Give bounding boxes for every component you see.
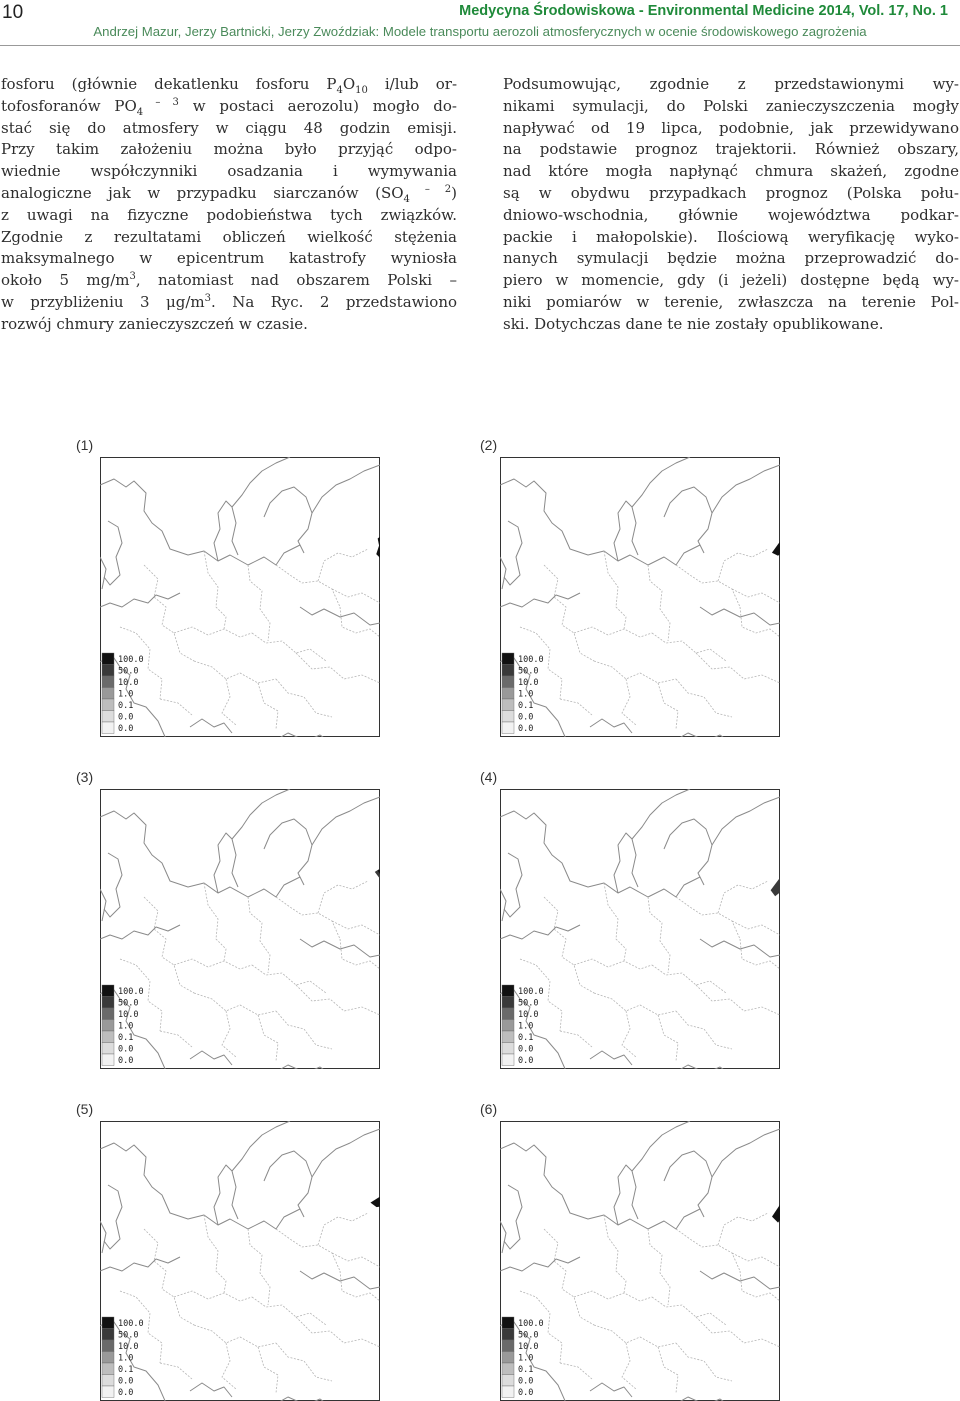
figure-panel-6 bbox=[410, 1101, 790, 1401]
legend-value: 0.0 bbox=[118, 1388, 134, 1398]
panel-label: (1) bbox=[76, 437, 94, 453]
legend-value: 100.0 bbox=[118, 987, 144, 997]
map-frame bbox=[101, 458, 380, 737]
legend-value: 0.0 bbox=[518, 724, 534, 734]
legend-value: 10.0 bbox=[518, 1342, 539, 1352]
left-paragraph-line: fosforu (głównie dekatlenku fosforu $P_4O_{10}$ i/lub or- bbox=[1, 75, 458, 96]
map-svg bbox=[500, 1121, 780, 1401]
legend-value: 0.1 bbox=[518, 1365, 534, 1375]
panel-label: (4) bbox=[480, 769, 498, 785]
legend-value: 10.0 bbox=[518, 1010, 539, 1020]
legend-swatch bbox=[102, 985, 114, 997]
panel-label: (3) bbox=[76, 769, 94, 785]
legend-swatch bbox=[102, 1043, 114, 1055]
superscript: – 3 bbox=[143, 96, 179, 108]
legend-swatch bbox=[502, 711, 514, 723]
legend-swatch bbox=[102, 1352, 114, 1364]
right-paragraph-line: dniowo-wschodnia, głównie województwa podkar- bbox=[503, 205, 959, 224]
map-frame bbox=[101, 790, 380, 1069]
left-paragraph-line: z uwagi na fizyczne podobieństwa tych związków. bbox=[1, 205, 457, 224]
legend-swatch bbox=[502, 1020, 514, 1032]
left-paragraph-line: analogiczne jak w przypadku siarczanów ($SO_4$ $^{- 2}$) bbox=[1, 183, 457, 205]
legend-swatch bbox=[502, 1031, 514, 1043]
legend-swatch bbox=[102, 1386, 114, 1398]
panel-label: (5) bbox=[76, 1101, 94, 1117]
map-svg bbox=[100, 1121, 380, 1401]
left-paragraph-line: w przybliżeniu 3 $\mu g/m^3$. Na Ryc. 2 przedstawiono bbox=[1, 292, 458, 311]
right-paragraph-line: są w obydwu przypadkach prognoz (Polska połu- bbox=[503, 183, 959, 202]
legend-value: 0.0 bbox=[118, 724, 134, 734]
left-paragraph-line: rozwój chmury zanieczyszczeń w czasie. bbox=[1, 314, 308, 333]
map-svg bbox=[500, 789, 780, 1069]
legend-swatch bbox=[502, 653, 514, 665]
legend-value: 0.0 bbox=[118, 1044, 134, 1055]
legend-value: 0.1 bbox=[518, 1033, 534, 1043]
right-paragraph-line: piero w momencie, gdy (i jeżeli) dostępne będą wy- bbox=[503, 271, 959, 290]
legend-swatch bbox=[502, 665, 514, 677]
legend-swatch bbox=[502, 1386, 514, 1398]
left-paragraph-line: stać się do atmosfery w ciągu 48 godzin emisji. bbox=[1, 118, 457, 137]
legend-value: 10.0 bbox=[518, 678, 539, 688]
legend-value: 0.0 bbox=[518, 1388, 534, 1398]
figure-panel-3 bbox=[0, 769, 380, 1069]
figure-panel-1 bbox=[0, 437, 380, 737]
panel-label: (2) bbox=[480, 437, 498, 453]
legend-swatch bbox=[102, 1054, 114, 1066]
right-paragraph-line: nikami symulacji, do Polski zanieczyszczenia mogły bbox=[503, 96, 959, 115]
map-svg bbox=[100, 789, 380, 1069]
legend-value: 100.0 bbox=[118, 1319, 144, 1329]
legend-value: 10.0 bbox=[118, 1010, 139, 1020]
legend-swatch bbox=[502, 1043, 514, 1055]
legend-value: 1.0 bbox=[518, 1353, 534, 1364]
superscript: 3 bbox=[129, 271, 136, 283]
legend-swatch bbox=[502, 1375, 514, 1387]
legend-swatch bbox=[102, 1008, 114, 1020]
figure-panel-4 bbox=[410, 769, 790, 1069]
superscript: – 2 bbox=[409, 183, 452, 195]
legend-value: 50.0 bbox=[118, 998, 139, 1009]
legend-swatch bbox=[102, 699, 114, 711]
dispersion-map bbox=[500, 789, 780, 1069]
running-header-authors: Andrzej Mazur, Jerzy Bartnicki, Jerzy Zwoździak: Modele transportu aerozoli atmosferycznych w ocenie środowiskowego zagrożenia bbox=[93, 24, 867, 39]
legend-swatch bbox=[502, 676, 514, 688]
legend-swatch bbox=[102, 711, 114, 723]
right-paragraph-line: napływać od 19 lipca, podobnie, jak przewidywano bbox=[503, 118, 959, 137]
legend-swatch bbox=[102, 665, 114, 677]
legend-swatch bbox=[102, 1329, 114, 1341]
left-paragraph-line: tofosforanów $PO_4$ $^{- 3}$ w postaci aerozolu) mogło do- bbox=[1, 96, 457, 118]
legend-swatch bbox=[502, 688, 514, 700]
legend-swatch bbox=[102, 1363, 114, 1375]
right-paragraph-line: nanych symulacji będzie można przeprowadzić do- bbox=[503, 249, 959, 268]
legend-value: 1.0 bbox=[118, 1021, 134, 1032]
header-divider bbox=[0, 45, 960, 46]
legend-value: 0.0 bbox=[518, 1044, 534, 1055]
right-paragraph-line: na podstawie prognoz trajektorii. Również obszary, bbox=[503, 140, 959, 159]
legend-swatch bbox=[502, 985, 514, 997]
legend-swatch bbox=[502, 997, 514, 1009]
legend-value: 100.0 bbox=[518, 655, 544, 665]
legend-value: 1.0 bbox=[518, 1021, 534, 1032]
legend-value: 1.0 bbox=[118, 1353, 134, 1364]
legend-swatch bbox=[102, 688, 114, 700]
subscript: 4 bbox=[336, 85, 343, 96]
figure-panel-2 bbox=[410, 437, 790, 737]
subscript: 4 bbox=[403, 193, 410, 205]
dispersion-map bbox=[500, 1121, 780, 1401]
right-paragraph-line: niki pomiarów w terenie, zwłaszcza na terenie Pol- bbox=[503, 292, 959, 311]
map-svg bbox=[500, 457, 780, 737]
dispersion-map bbox=[100, 1121, 380, 1401]
legend-swatch bbox=[102, 997, 114, 1009]
legend-swatch bbox=[502, 722, 514, 734]
legend-value: 0.0 bbox=[118, 712, 134, 723]
legend-value: 10.0 bbox=[118, 678, 139, 688]
legend-swatch bbox=[502, 1317, 514, 1329]
legend-value: 1.0 bbox=[118, 689, 134, 700]
map-frame bbox=[101, 1122, 380, 1401]
legend-value: 50.0 bbox=[118, 666, 139, 677]
right-paragraph-line: nad które mogła napłynąć chmura skażeń, zgodne bbox=[503, 162, 959, 181]
legend-swatch bbox=[502, 1054, 514, 1066]
left-paragraph-line: około 5 $mg/m^3$, natomiast nad obszarem Polski – bbox=[1, 271, 457, 290]
legend-swatch bbox=[502, 1329, 514, 1341]
legend-value: 100.0 bbox=[518, 1319, 544, 1329]
legend-swatch bbox=[102, 676, 114, 688]
legend-value: 0.0 bbox=[518, 1056, 534, 1066]
legend-value: 0.1 bbox=[118, 701, 134, 711]
dispersion-map bbox=[100, 457, 380, 737]
legend-value: 0.1 bbox=[518, 701, 534, 711]
page-number: 10 bbox=[2, 2, 24, 23]
map-frame bbox=[501, 790, 780, 1069]
map-frame bbox=[501, 1122, 780, 1401]
figure-panel-5 bbox=[0, 1101, 380, 1401]
journal-title: Medycyna Środowiskowa - Environmental Medicine 2014, Vol. 17, No. 1 bbox=[459, 3, 948, 19]
legend-swatch bbox=[502, 1340, 514, 1352]
legend-swatch bbox=[102, 1340, 114, 1352]
legend-value: 0.0 bbox=[118, 1376, 134, 1387]
legend-value: 50.0 bbox=[518, 666, 539, 677]
dispersion-map bbox=[100, 789, 380, 1069]
legend-swatch bbox=[502, 699, 514, 711]
legend-value: 100.0 bbox=[118, 655, 144, 665]
legend-value: 50.0 bbox=[118, 1330, 139, 1341]
legend-value: 0.1 bbox=[118, 1033, 134, 1043]
legend-swatch bbox=[102, 1020, 114, 1032]
superscript: 3 bbox=[204, 292, 211, 304]
subscript: 4 bbox=[136, 106, 144, 118]
legend-value: 0.1 bbox=[118, 1365, 134, 1375]
legend-swatch bbox=[102, 653, 114, 665]
legend-swatch bbox=[102, 722, 114, 734]
right-paragraph-line: Podsumowując, zgodnie z przedstawionymi wy- bbox=[503, 75, 959, 93]
legend-swatch bbox=[102, 1031, 114, 1043]
legend-value: 1.0 bbox=[518, 689, 534, 700]
legend-swatch bbox=[502, 1352, 514, 1364]
right-text-column bbox=[503, 74, 959, 336]
legend-swatch bbox=[102, 1375, 114, 1387]
map-svg bbox=[100, 457, 380, 737]
legend-swatch bbox=[502, 1008, 514, 1020]
legend-value: 0.0 bbox=[118, 1056, 134, 1066]
left-text-column bbox=[1, 74, 457, 336]
legend-value: 0.0 bbox=[518, 712, 534, 723]
left-paragraph-line: wiednie współczynniki osadzania i wymywania bbox=[1, 162, 457, 181]
left-paragraph-line: maksymalnego w epicentrum katastrofy wyniosła bbox=[1, 249, 457, 268]
legend-value: 0.0 bbox=[518, 1376, 534, 1387]
legend-swatch bbox=[102, 1317, 114, 1329]
legend-value: 50.0 bbox=[518, 998, 539, 1009]
panel-label: (6) bbox=[480, 1101, 498, 1117]
left-paragraph-line: Przy takim założeniu można było przyjąć odpo- bbox=[1, 140, 457, 159]
subscript: 10 bbox=[355, 85, 368, 96]
dispersion-map bbox=[500, 457, 780, 737]
legend-value: 100.0 bbox=[518, 987, 544, 997]
legend-value: 50.0 bbox=[518, 1330, 539, 1341]
legend-value: 10.0 bbox=[118, 1342, 139, 1352]
right-paragraph-line: ski. Dotychczas dane te nie zostały opublikowane. bbox=[503, 314, 884, 333]
map-frame bbox=[501, 458, 780, 737]
left-paragraph-line: Zgodnie z rezultatami obliczeń wielkość stężenia bbox=[1, 227, 457, 246]
legend-swatch bbox=[502, 1363, 514, 1375]
right-paragraph-line: packie i małopolskie). Ilościową weryfikację wyko- bbox=[503, 227, 959, 246]
